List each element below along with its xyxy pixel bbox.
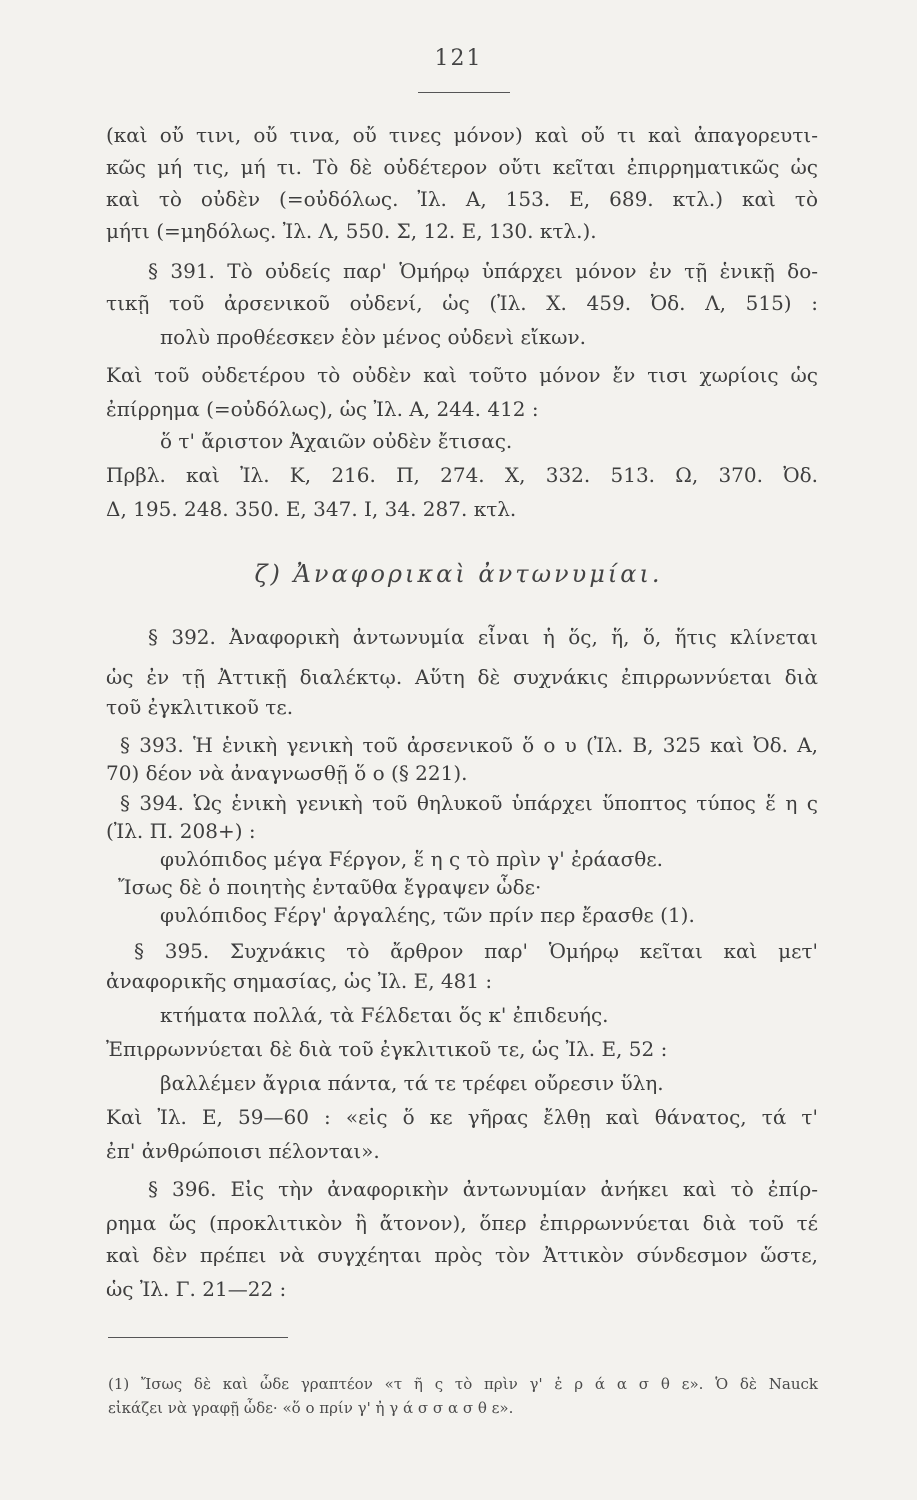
text-line: § 394. Ὡς ἑνικὴ γενικὴ τοῦ θηλυκοῦ ὑπάρχει ὕποπτος τύπος ἕ η ς: [120, 791, 818, 815]
text-line: καὶ τὸ οὐδὲν (=οὐδόλως. Ἰλ. Α, 153. Ε, 689. κτλ.) καὶ τὸ: [106, 187, 818, 211]
verse-line: κτήματα πολλά, τὰ Fέλδεται ὅς κ' ἐπιδευής.: [160, 1003, 609, 1027]
text-line: τικῇ τοῦ ἀρσενικοῦ οὐδενί, ὡς (Ἰλ. Χ. 459. Ὀδ. Λ, 515) :: [106, 291, 818, 315]
text-line: ἀναφορικῆς σημασίας, ὡς Ἰλ. Ε, 481 :: [106, 969, 493, 993]
verse-line: ὅ τ' ἄριστον Ἀχαιῶν οὐδὲν ἔτισας.: [160, 429, 513, 453]
text-line: § 391. Τὸ οὐδείς παρ' Ὁμήρῳ ὑπάρχει μόνον ἐν τῇ ἑνικῇ δο-: [148, 259, 818, 283]
text-line: Ἴσως δὲ ὁ ποιητὴς ἐνταῦθα ἔγραψεν ὧδε·: [118, 875, 542, 899]
page-number: 121: [434, 46, 483, 71]
text-line: Δ, 195. 248. 350. Ε, 347. Ι, 34. 287. κτλ.: [106, 497, 517, 521]
text-line: ἐπίρρημα (=οὐδόλως), ὡς Ἰλ. Α, 244. 412 :: [106, 397, 539, 421]
text-line: 70) δέον νὰ ἀναγνωσθῇ ὅ ο (§ 221).: [106, 761, 468, 785]
verse-line: πολὺ προθέεσκεν ἑὸν μένος οὐδενὶ εἴκων.: [160, 325, 587, 349]
text-line: § 395. Συχνάκις τὸ ἄρθρον παρ' Ὁμήρῳ κεῖται καὶ μετ': [134, 939, 818, 963]
text-line: μήτι (=μηδόλως. Ἰλ. Λ, 550. Σ, 12. Ε, 130. κτλ.).: [106, 219, 597, 243]
text-line: ἐπ' ἀνθρώποισι πέλονται».: [106, 1139, 380, 1163]
text-line: κῶς μή τις, μή τι. Τὸ δὲ οὐδέτερον οὔτι κεῖται ἐπιρρηματικῶς ὡς: [106, 155, 818, 179]
text-line: § 393. Ἡ ἑνικὴ γενικὴ τοῦ ἀρσενικοῦ ὅ ο υ (Ἰλ. Β, 325 καὶ Ὀδ. Α,: [120, 733, 818, 757]
text-line: (καὶ οὔ τινι, οὔ τινα, οὔ τινες μόνον) καὶ οὔ τι καὶ ἀπαγορευτι-: [106, 123, 818, 147]
text-line: § 392. Ἀναφορικὴ ἀντωνυμία εἶναι ἡ ὅς, ἥ, ὅ, ἥτις κλίνεται: [148, 625, 818, 649]
text-line: ρημα ὥς (προκλιτικὸν ἢ ἄτονον), ὅπερ ἐπιρρωννύεται διὰ τοῦ τέ: [106, 1211, 818, 1235]
text-line: Καὶ τοῦ οὐδετέρου τὸ οὐδὲν καὶ τοῦτο μόνον ἔν τισι χωρίοις ὡς: [106, 363, 818, 387]
text-line: καὶ δὲν πρέπει νὰ συγχέηται πρὸς τὸν Ἀττικὸν σύνδεσμον ὥστε,: [106, 1243, 818, 1267]
text-line: (Ἰλ. Π. 208+) :: [106, 819, 256, 843]
text-line: § 396. Εἰς τὴν ἀναφορικὴν ἀντωνυμίαν ἀνήκει καὶ τὸ ἐπίρ-: [148, 1177, 818, 1201]
text-line: τοῦ ἐγκλιτικοῦ τε.: [106, 695, 294, 719]
footnote-rule: [108, 1337, 288, 1338]
footnote-line: εἰκάζει νὰ γραφῇ ὧδε· «ὅ ο πρίν γ' ἠ γ ά σ σ α σ θ ε».: [108, 1399, 514, 1417]
verse-line: φυλόπιδος Fέργ' ἀργαλέης, τῶν πρίν περ ἔρασθε (1).: [160, 903, 695, 927]
footnote-line: (1) Ἴσως δὲ καὶ ὧδε γραπτέον «τ ῆ ς τὸ πρὶν γ' ἐ ρ ά α σ θ ε». Ὁ δὲ Nauck: [108, 1375, 818, 1393]
verse-line: φυλόπιδος μέγα Fέργον, ἕ η ς τὸ πρὶν γ' ἐράασθε.: [160, 847, 663, 871]
text-line: ὡς ἐν τῇ Ἀττικῇ διαλέκτῳ. Αὕτη δὲ συχνάκις ἐπιρρωννύεται διὰ: [106, 665, 818, 689]
text-line: Ἐπιρρωννύεται δὲ διὰ τοῦ ἐγκλιτικοῦ τε, ὡς Ἰλ. Ε, 52 :: [106, 1037, 668, 1061]
section-heading: ζ) Ἀναφορικαὶ ἀντωνυμίαι.: [254, 560, 663, 588]
text-line: Πρβλ. καὶ Ἰλ. Κ, 216. Π, 274. Χ, 332. 513. Ω, 370. Ὀδ.: [106, 463, 818, 487]
page-number-rule: [418, 92, 510, 93]
text-line: ὡς Ἰλ. Γ. 21—22 :: [106, 1277, 287, 1301]
verse-line: βαλλέμεν ἄγρια πάντα, τά τε τρέφει οὔρεσιν ὕλη.: [160, 1071, 664, 1095]
text-line: Καὶ Ἰλ. Ε, 59—60 : «εἰς ὅ κε γῆρας ἔλθῃ καὶ θάνατος, τά τ': [106, 1105, 818, 1129]
